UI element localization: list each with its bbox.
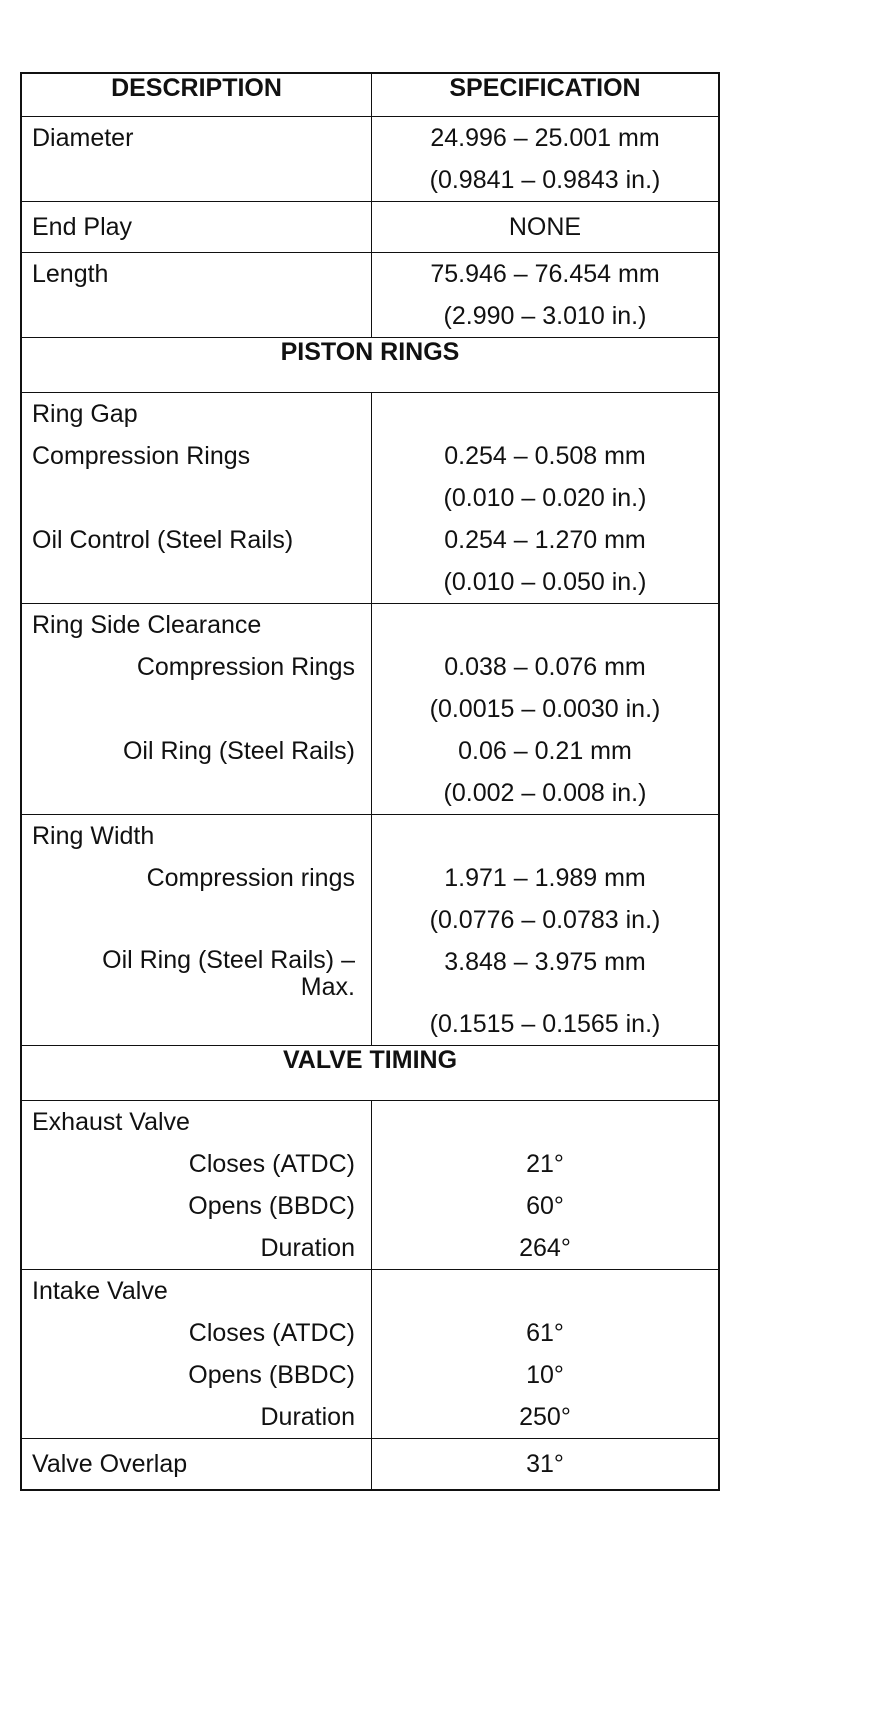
ring-gap-label-cell — [21, 393, 371, 604]
length-value-cell — [371, 253, 719, 338]
valve-overlap-label: Valve Overlap — [32, 1450, 188, 1478]
ring-side-clearance-oil-label: Oil Ring (Steel Rails) — [122, 737, 355, 765]
length-imperial: (2.990 – 3.010 in.) — [443, 302, 647, 330]
ring-gap-compression-metric: 0.254 – 0.508 mm — [444, 442, 646, 470]
exhaust-opens-value: 60° — [526, 1192, 564, 1220]
intake-valve-label-cell — [21, 1270, 371, 1439]
exhaust-duration-label: Duration — [260, 1234, 355, 1262]
intake-closes-value: 61° — [526, 1319, 564, 1347]
ring-gap-spacer-2 — [22, 561, 371, 603]
ring-width-oil-imperial: (0.1515 – 0.1565 in.) — [429, 1010, 661, 1038]
ring-gap-spacer — [22, 477, 371, 519]
ring-side-clearance-oil-imperial: (0.002 – 0.008 in.) — [443, 779, 647, 807]
diameter-row — [21, 117, 719, 202]
ring-side-clearance-label-cell — [21, 604, 371, 815]
header-row — [21, 73, 719, 117]
valve-overlap-value-cell — [371, 1439, 719, 1491]
exhaust-closes-label: Closes (ATDC) — [188, 1150, 355, 1178]
ring-width-spacer — [22, 899, 371, 941]
valve-overlap-row — [21, 1439, 719, 1491]
ring-gap-label: Ring Gap — [32, 400, 138, 428]
ring-gap-oil-label: Oil Control (Steel Rails) — [32, 526, 294, 554]
exhaust-closes-value: 21° — [526, 1150, 564, 1178]
ring-gap-value-spacer — [372, 393, 718, 435]
spec-table — [20, 72, 720, 1491]
ring-gap-compression-imperial: (0.010 – 0.020 in.) — [443, 484, 647, 512]
intake-opens-value: 10° — [526, 1361, 564, 1389]
exhaust-duration-value: 264° — [519, 1234, 571, 1262]
intake-duration-value: 250° — [519, 1403, 571, 1431]
exhaust-valve-label-cell — [21, 1101, 371, 1270]
end-play-label-cell — [21, 202, 371, 253]
ring-width-oil-metric: 3.848 – 3.975 mm — [444, 948, 646, 976]
diameter-label: Diameter — [32, 124, 134, 152]
exhaust-opens-label: Opens (BBDC) — [188, 1192, 355, 1220]
description-header: DESCRIPTION — [21, 73, 371, 117]
diameter-metric: 24.996 – 25.001 mm — [430, 124, 660, 152]
intake-valve-row — [21, 1270, 719, 1439]
intake-valve-label: Intake Valve — [32, 1277, 168, 1305]
intake-valve-value-spacer — [372, 1270, 718, 1312]
valve-timing-section-title: VALVE TIMING — [21, 1046, 719, 1101]
ring-width-compression-imperial: (0.0776 – 0.0783 in.) — [429, 906, 661, 934]
ring-side-clearance-spacer — [22, 688, 371, 730]
ring-width-spacer-2 — [22, 1003, 371, 1045]
ring-side-clearance-row — [21, 604, 719, 815]
ring-side-clearance-compression-label: Compression Rings — [136, 653, 355, 681]
piston-rings-section-title: PISTON RINGS — [21, 338, 719, 393]
exhaust-valve-label: Exhaust Valve — [32, 1108, 190, 1136]
ring-width-label: Ring Width — [32, 822, 155, 850]
ring-gap-oil-imperial: (0.010 – 0.050 in.) — [443, 568, 647, 596]
ring-width-oil-spacer — [372, 983, 718, 1003]
length-metric: 75.946 – 76.454 mm — [430, 260, 660, 288]
ring-width-value-spacer — [372, 815, 718, 857]
intake-opens-label: Opens (BBDC) — [188, 1361, 355, 1389]
intake-closes-label: Closes (ATDC) — [188, 1319, 355, 1347]
valve-timing-section-row — [21, 1046, 719, 1101]
ring-side-clearance-label: Ring Side Clearance — [32, 611, 262, 639]
length-label: Length — [32, 260, 109, 288]
ring-gap-row — [21, 393, 719, 604]
ring-gap-oil-metric: 0.254 – 1.270 mm — [444, 526, 646, 554]
ring-width-oil-label: Oil Ring (Steel Rails) – Max. — [102, 946, 355, 1001]
ring-width-label-cell — [21, 815, 371, 1046]
exhaust-valve-value-cell — [371, 1101, 719, 1270]
diameter-label-cell — [21, 117, 371, 202]
ring-width-row — [21, 815, 719, 1046]
specification-header: SPECIFICATION — [371, 73, 719, 117]
ring-side-clearance-oil-metric: 0.06 – 0.21 mm — [458, 737, 632, 765]
ring-side-clearance-value-spacer — [372, 604, 718, 646]
ring-side-clearance-spacer-2 — [22, 772, 371, 814]
exhaust-valve-value-spacer — [372, 1101, 718, 1143]
end-play-value: NONE — [508, 213, 582, 241]
ring-width-compression-label: Compression rings — [146, 864, 355, 892]
end-play-label: End Play — [32, 213, 133, 241]
piston-rings-section-row — [21, 338, 719, 393]
intake-valve-value-cell — [371, 1270, 719, 1439]
ring-side-clearance-compression-metric: 0.038 – 0.076 mm — [444, 653, 646, 681]
diameter-imperial: (0.9841 – 0.9843 in.) — [429, 166, 661, 194]
intake-duration-label: Duration — [260, 1403, 355, 1431]
diameter-value-cell — [371, 117, 719, 202]
ring-side-clearance-value-cell — [371, 604, 719, 815]
ring-width-compression-metric: 1.971 – 1.989 mm — [444, 864, 646, 892]
ring-gap-compression-label: Compression Rings — [32, 442, 251, 470]
end-play-row — [21, 202, 719, 253]
valve-overlap-label-cell — [21, 1439, 371, 1491]
exhaust-valve-row — [21, 1101, 719, 1270]
ring-width-value-cell — [371, 815, 719, 1046]
ring-gap-value-cell — [371, 393, 719, 604]
ring-side-clearance-compression-imperial: (0.0015 – 0.0030 in.) — [429, 695, 661, 723]
valve-overlap-value: 31° — [526, 1450, 564, 1478]
length-row — [21, 253, 719, 338]
length-label-cell — [21, 253, 371, 338]
end-play-value-cell — [371, 202, 719, 253]
